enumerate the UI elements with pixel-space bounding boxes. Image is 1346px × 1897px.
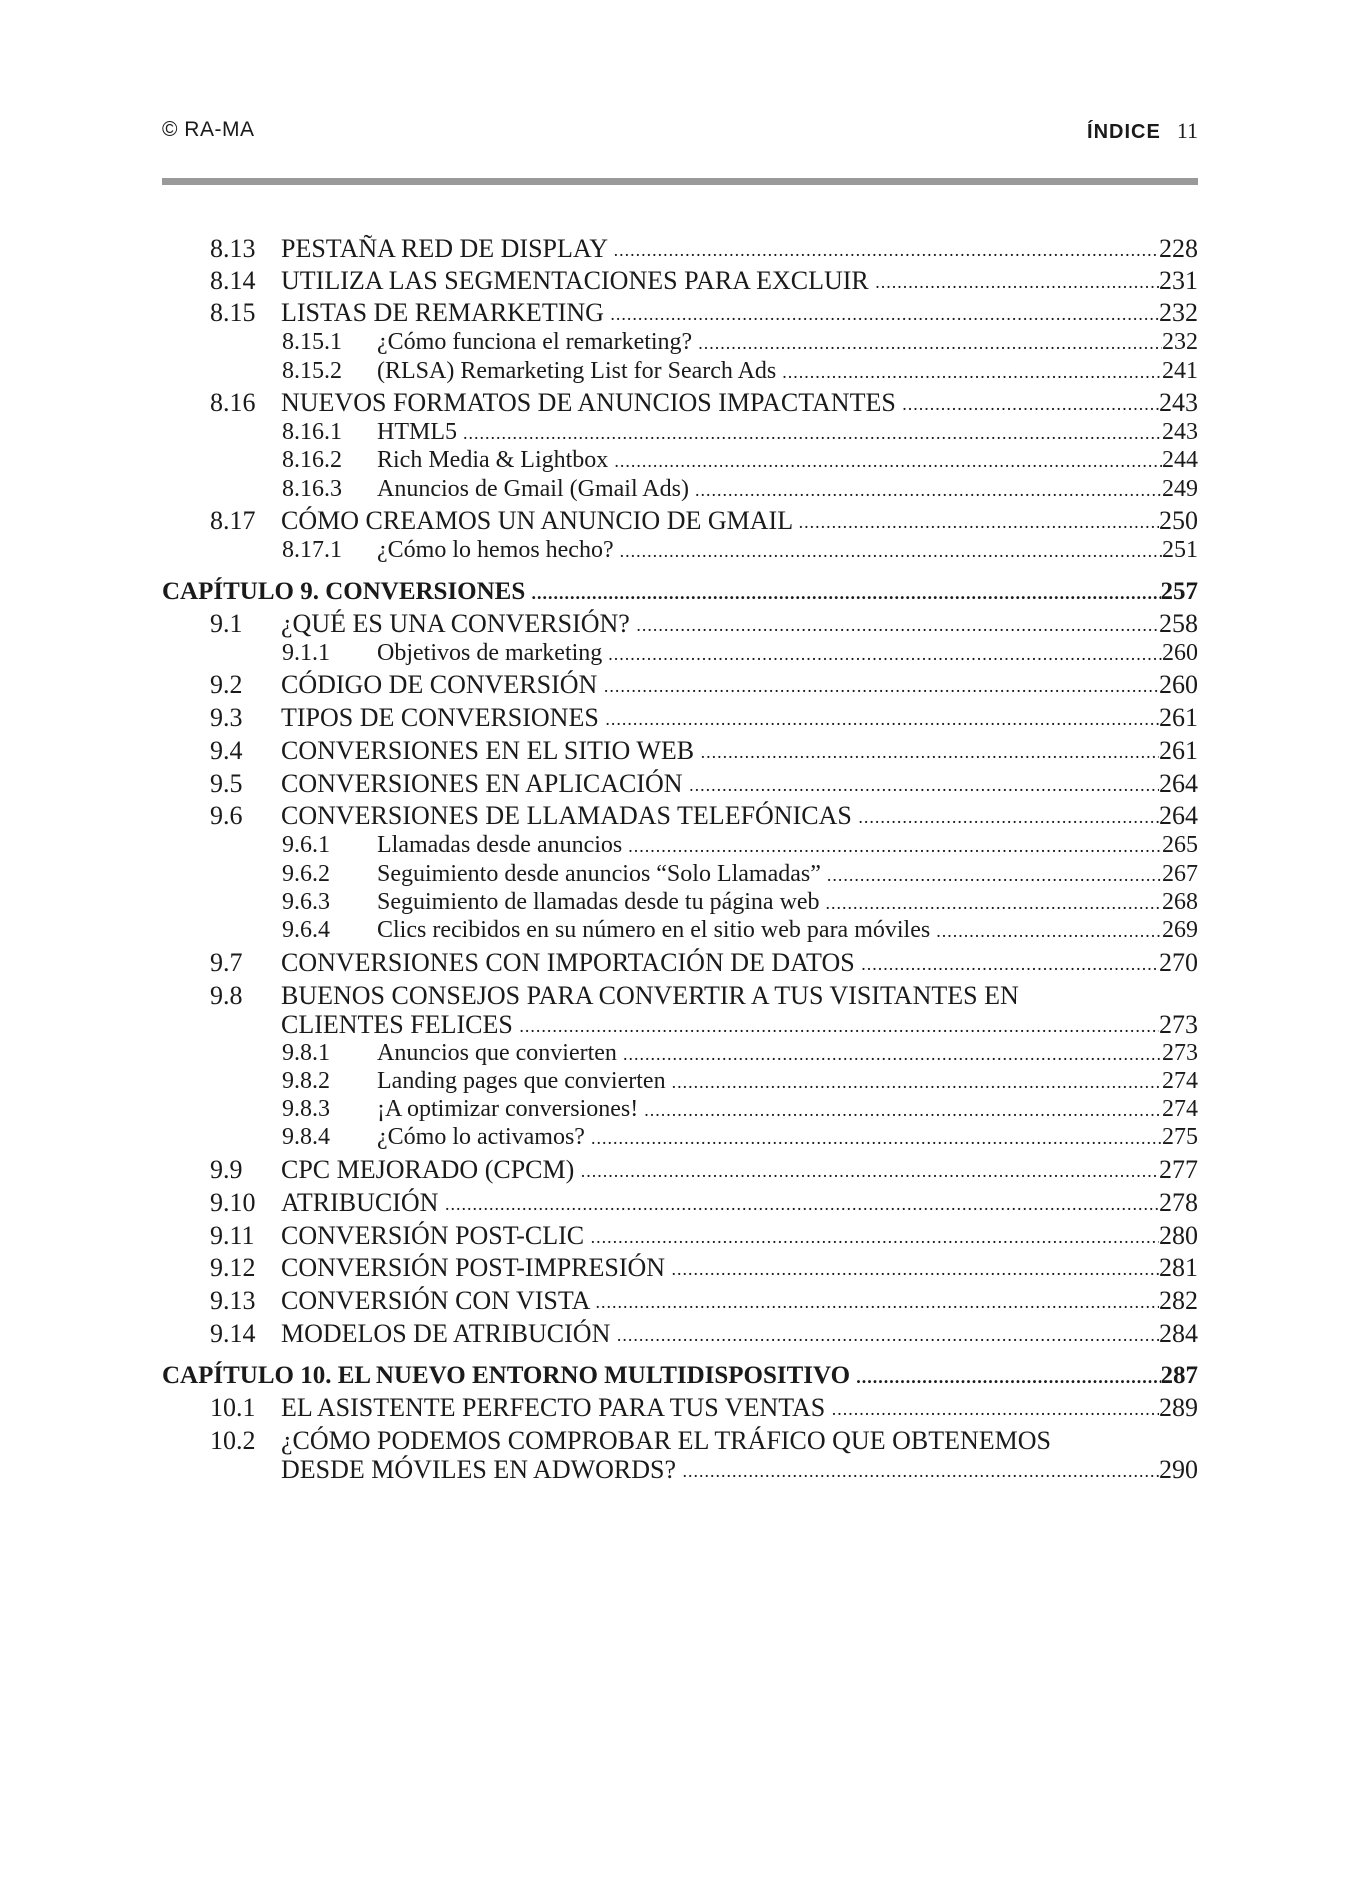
toc-page-number: 280 <box>1159 1221 1198 1250</box>
toc-title: DESDE MÓVILES EN ADWORDS? <box>281 1455 683 1484</box>
toc-number: 9.8.3 <box>282 1096 330 1122</box>
toc-number: 8.15 <box>210 298 256 327</box>
running-header <box>162 118 1198 150</box>
toc-page-number: 270 <box>1159 948 1198 977</box>
toc-entry <box>162 444 1198 476</box>
toc-number: 9.3 <box>210 703 243 732</box>
dot-leader <box>936 914 1162 948</box>
dot-leader <box>614 233 1159 267</box>
toc-number: 9.14 <box>210 1319 256 1348</box>
toc-title: ¿Cómo lo activamos? <box>377 1124 591 1150</box>
toc-page-number: 277 <box>1159 1155 1198 1184</box>
toc-entry <box>162 297 1198 329</box>
toc-entry <box>162 505 1198 537</box>
toc-page-number: 232 <box>1159 298 1198 327</box>
toc-entry <box>162 473 1198 505</box>
toc-entry <box>162 980 1198 1041</box>
toc-title: CAPÍTULO 9. CONVERSIONES <box>162 578 532 605</box>
toc-number: 9.6.4 <box>282 917 330 943</box>
toc-title: CÓDIGO DE CONVERSIÓN <box>281 670 604 699</box>
toc-number: 9.12 <box>210 1253 256 1282</box>
toc-title: LISTAS DE REMARKETING <box>281 298 611 327</box>
toc-number: 9.6.1 <box>282 832 330 858</box>
toc-number: 9.6.2 <box>282 861 330 887</box>
dot-leader <box>617 1318 1159 1352</box>
toc-number: 9.8 <box>210 981 243 1010</box>
toc-chapter-entry <box>162 576 1198 608</box>
toc-page-number: 244 <box>1162 447 1198 473</box>
toc-page-number: 243 <box>1159 388 1198 417</box>
toc-page-number: 241 <box>1162 358 1198 384</box>
toc-number: 9.9 <box>210 1155 243 1184</box>
toc-page-number: 269 <box>1162 917 1198 943</box>
toc-entry <box>162 637 1198 669</box>
toc-page-number: 289 <box>1159 1393 1198 1422</box>
toc-title: CONVERSIONES EN EL SITIO WEB <box>281 736 701 765</box>
toc-title: Clics recibidos en su número en el sitio web para móviles <box>377 917 937 943</box>
toc-number: 9.1.1 <box>282 640 330 666</box>
dot-leader <box>604 669 1159 703</box>
dot-leader <box>445 1187 1159 1221</box>
toc-page-number: 274 <box>1162 1096 1198 1122</box>
toc-title: CONVERSIONES DE LLAMADAS TELEFÓNICAS <box>281 801 859 830</box>
header-right <box>1087 118 1198 144</box>
toc-title: UTILIZA LAS SEGMENTACIONES PARA EXCLUIR <box>281 266 876 295</box>
toc-entry <box>162 1154 1198 1186</box>
toc-title: NUEVOS FORMATOS DE ANUNCIOS IMPACTANTES <box>281 388 903 417</box>
toc-title: CONVERSIONES CON IMPORTACIÓN DE DATOS <box>281 948 862 977</box>
toc-number: 8.17.1 <box>282 537 342 563</box>
toc-page-number: 261 <box>1159 703 1198 732</box>
toc-entry <box>162 326 1198 358</box>
toc-page-number: 273 <box>1159 1010 1198 1039</box>
toc-page-number: 267 <box>1162 861 1198 887</box>
toc-page-number: 261 <box>1159 736 1198 765</box>
toc-page-number: 260 <box>1162 640 1198 666</box>
toc-number: 9.6.3 <box>282 889 330 915</box>
toc-entry <box>162 829 1198 861</box>
dot-leader <box>875 265 1159 299</box>
toc-number: 9.8.1 <box>282 1040 330 1066</box>
dot-leader <box>683 1454 1159 1488</box>
toc-title: (RLSA) Remarketing List for Search Ads <box>377 358 783 384</box>
toc-title: MODELOS DE ATRIBUCIÓN <box>281 1319 617 1348</box>
toc-number: 9.10 <box>210 1188 256 1217</box>
toc-number: 9.1 <box>210 609 243 638</box>
toc-title: CLIENTES FELICES <box>281 1010 520 1039</box>
toc-number: 9.11 <box>210 1221 255 1250</box>
toc-entry <box>162 265 1198 297</box>
toc-number: 9.13 <box>210 1286 256 1315</box>
dot-leader <box>856 1360 1160 1394</box>
toc-title: Seguimiento desde anuncios “Solo Llamadas” <box>377 861 827 887</box>
toc-page-number: 273 <box>1162 1040 1198 1066</box>
dot-leader <box>608 637 1162 671</box>
toc-number: 8.13 <box>210 234 256 263</box>
toc-page-number: 287 <box>1160 1362 1198 1389</box>
toc-title: Llamadas desde anuncios <box>377 832 629 858</box>
toc-number: 8.17 <box>210 506 256 535</box>
toc-title: ¿Cómo lo hemos hecho? <box>377 537 620 563</box>
toc-page-number: 251 <box>1162 537 1198 563</box>
toc-title: CONVERSIÓN CON VISTA <box>281 1286 596 1315</box>
toc-title: CONVERSIÓN POST-CLIC <box>281 1221 591 1250</box>
dot-leader <box>591 1121 1162 1155</box>
dot-leader <box>605 702 1159 736</box>
toc-entry <box>162 800 1198 832</box>
toc-page-number: 228 <box>1159 234 1198 263</box>
toc-entry <box>162 1121 1198 1153</box>
dot-leader <box>695 473 1162 507</box>
dot-leader <box>591 1220 1159 1254</box>
toc-entry <box>162 947 1198 979</box>
toc-title: ¡A optimizar conversiones! <box>377 1096 645 1122</box>
toc-page-number: 264 <box>1159 769 1198 798</box>
toc-page-number: 275 <box>1162 1124 1198 1150</box>
toc-page-number: 274 <box>1162 1068 1198 1094</box>
toc-entry <box>162 1252 1198 1284</box>
toc-page-number: 268 <box>1162 889 1198 915</box>
toc-number: 9.5 <box>210 769 243 798</box>
dot-leader <box>782 355 1162 389</box>
toc-number: 8.14 <box>210 266 256 295</box>
publisher-mark: © RA-MA <box>162 118 255 141</box>
toc-number: 9.7 <box>210 948 243 977</box>
page-number: 11 <box>1176 118 1198 143</box>
toc-number: 10.1 <box>210 1393 256 1422</box>
toc-page-number: 250 <box>1159 506 1198 535</box>
toc-entry <box>162 1220 1198 1252</box>
toc-entry <box>162 1318 1198 1350</box>
toc-number: 8.16.3 <box>282 476 342 502</box>
toc-page-number: 232 <box>1162 329 1198 355</box>
toc-page-number: 282 <box>1159 1286 1198 1315</box>
toc-title: PESTAÑA RED DE DISPLAY <box>281 234 614 263</box>
toc-page-number: 257 <box>1160 578 1198 605</box>
toc-chapter-entry <box>162 1360 1198 1392</box>
toc-title: ¿Cómo funciona el remarketing? <box>377 329 699 355</box>
toc-title: CONVERSIÓN POST-IMPRESIÓN <box>281 1253 672 1282</box>
toc-page-number: 278 <box>1159 1188 1198 1217</box>
toc-number: 9.2 <box>210 670 243 699</box>
toc-entry <box>162 768 1198 800</box>
toc-number: 8.15.2 <box>282 358 342 384</box>
dot-leader <box>532 576 1161 610</box>
dot-leader <box>620 534 1162 568</box>
toc-number: 8.15.1 <box>282 329 342 355</box>
toc-number: 9.4 <box>210 736 243 765</box>
toc-number: 9.8.4 <box>282 1124 330 1150</box>
dot-leader <box>861 947 1159 981</box>
toc-entry <box>162 387 1198 419</box>
toc-page-number: 264 <box>1159 801 1198 830</box>
toc-entry <box>162 735 1198 767</box>
toc-page-number: 290 <box>1159 1455 1198 1484</box>
toc-title: CAPÍTULO 10. EL NUEVO ENTORNO MULTIDISPOSITIVO <box>162 1362 857 1389</box>
toc-entry <box>162 355 1198 387</box>
toc-page-number: 281 <box>1159 1253 1198 1282</box>
section-name: ÍNDICE <box>1087 121 1161 143</box>
toc-title: HTML5 <box>377 419 463 445</box>
toc-entry <box>162 1285 1198 1317</box>
dot-leader <box>832 1392 1159 1426</box>
toc-number: 9.8.2 <box>282 1068 330 1094</box>
toc-entry <box>162 914 1198 946</box>
toc-page-number: 284 <box>1159 1319 1198 1348</box>
dot-leader <box>596 1285 1159 1319</box>
toc-page-number: 231 <box>1159 266 1198 295</box>
toc-title: CONVERSIONES EN APLICACIÓN <box>281 769 690 798</box>
toc-entry <box>162 1392 1198 1424</box>
header-rule <box>162 178 1198 185</box>
toc-title: Objetivos de marketing <box>377 640 609 666</box>
toc-entry <box>162 669 1198 701</box>
toc-title: Seguimiento de llamadas desde tu página web <box>377 889 826 915</box>
toc-number: 10.2 <box>210 1426 256 1455</box>
toc-title: Rich Media & Lightbox <box>377 447 615 473</box>
toc-title: ¿QUÉ ES UNA CONVERSIÓN? <box>281 609 637 638</box>
toc-entry <box>162 233 1198 265</box>
toc-title: EL ASISTENTE PERFECTO PARA TUS VENTAS <box>281 1393 832 1422</box>
toc-page-number: 243 <box>1162 419 1198 445</box>
toc-entry <box>162 702 1198 734</box>
dot-leader <box>672 1252 1159 1286</box>
toc-title: CÓMO CREAMOS UN ANUNCIO DE GMAIL <box>281 506 799 535</box>
toc-page-number: 265 <box>1162 832 1198 858</box>
toc-page-number: 249 <box>1162 476 1198 502</box>
toc-entry <box>162 534 1198 566</box>
dot-leader <box>581 1154 1159 1188</box>
toc-entry <box>162 1425 1198 1486</box>
dot-leader <box>689 768 1159 802</box>
toc-title: Anuncios que convierten <box>377 1040 623 1066</box>
toc-number: 8.16.1 <box>282 419 342 445</box>
toc-entry <box>162 1187 1198 1219</box>
toc-number: 9.6 <box>210 801 243 830</box>
toc-title: TIPOS DE CONVERSIONES <box>281 703 606 732</box>
toc-number: 8.16 <box>210 388 256 417</box>
toc-title-line: BUENOS CONSEJOS PARA CONVERTIR A TUS VISITANTES EN <box>281 981 1019 1010</box>
toc-entry <box>162 608 1198 640</box>
toc-title: Anuncios de Gmail (Gmail Ads) <box>377 476 695 502</box>
toc-page-number: 258 <box>1159 609 1198 638</box>
dot-leader <box>701 735 1159 769</box>
toc-title: Landing pages que convierten <box>377 1068 672 1094</box>
toc-title-line: ¿CÓMO PODEMOS COMPROBAR EL TRÁFICO QUE OBTENEMOS <box>281 1426 1051 1455</box>
toc-title: ATRIBUCIÓN <box>281 1188 445 1217</box>
toc-page-number: 260 <box>1159 670 1198 699</box>
toc-title: CPC MEJORADO (CPCM) <box>281 1155 581 1184</box>
toc-number: 8.16.2 <box>282 447 342 473</box>
